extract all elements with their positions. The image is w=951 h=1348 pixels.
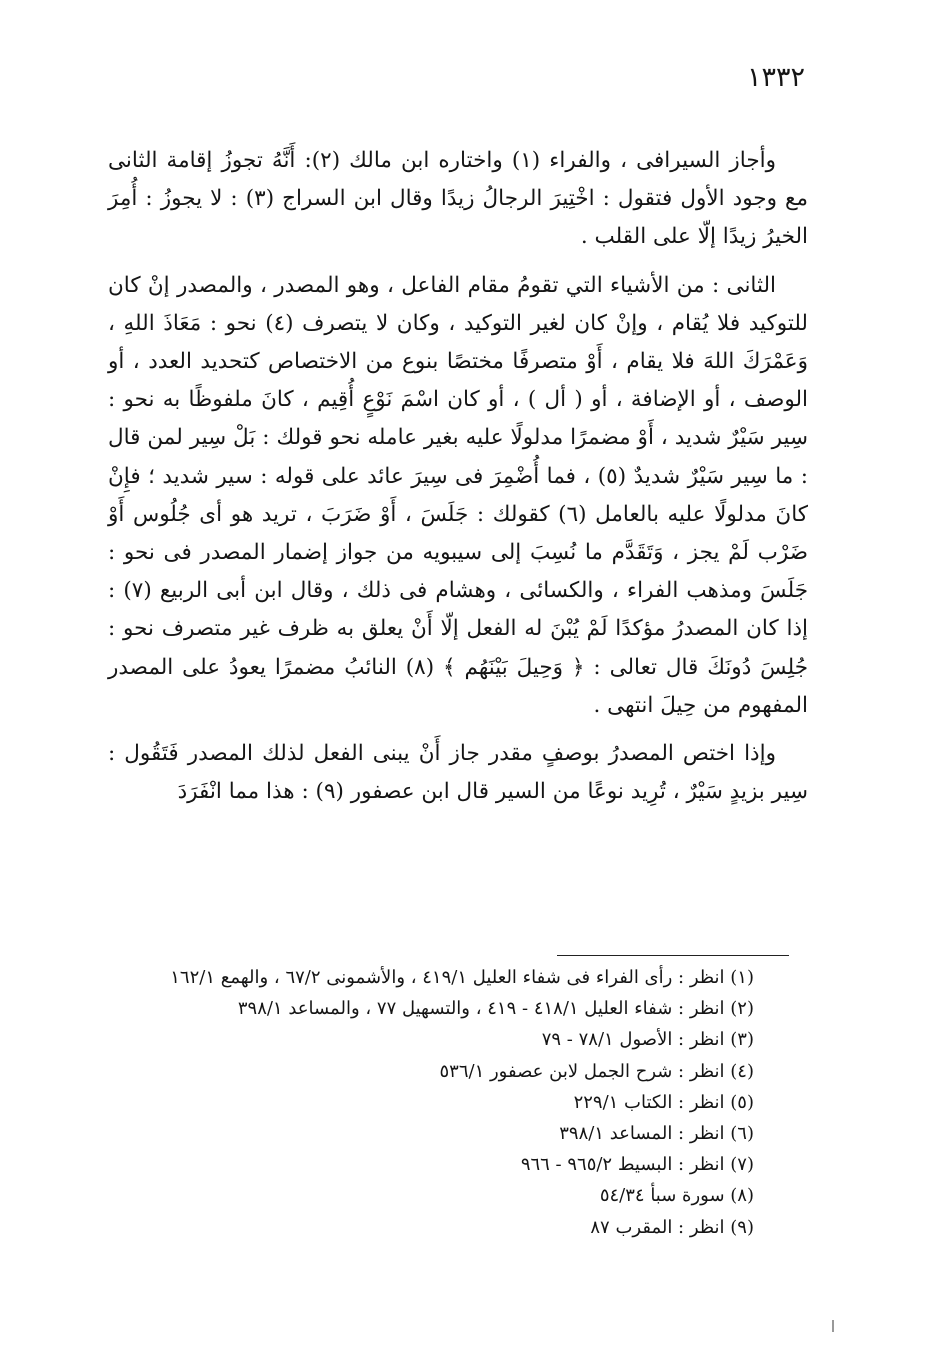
footnote: (٦) انظر : المساعد ٣٩٨/١ [559,1123,754,1145]
paragraph: الثانى : من الأشياء التي تقومُ مقام الفاعل ، وهو المصدر ، والمصدر إنْ كان للتوكيد فلا يُقام ، وإنْ كان لغير التوكيد ، وكان لا يتصرف (٤) نحو : مَعَاذَ اللهِ ، وَعَمْرَكَ اللهَ فلا يقام ، أَوْ متصرفًا مختصًا بنوع من الاختصاص كتحديد العدد ، أو الوصف ، أو الإضافة ، أو ( أل ) ، أو كان اسْمَ نَوْعٍ أُقِيم ، كانَ ملفوظًا به نحو : سِير سَيْرٌ شديد ، أَوْ مضمرًا مدلولًا عليه بغير عامله نحو قولك : بَلْ سِير لمن قال : ما سِير سَيْرٌ شديدٌ (٥) ، فما أُضْمِرَ فى سِيرَ عائد على قوله : سير شديد ؛ فإِنْ كانَ مدلولًا عليه بالعامل (٦) كقولك : جَلَسَ ، أَوْ ضَرَبَ ، تريد هو أى جُلُوس أَوْ ضَرْب لَمْ يجز ، وَتَقَدَّم ما نُسِبَ إلى سيبويه من جواز إضمار المصدر فى نحو : جَلَسَ ومذهب الفراء ، والكسائى ، وهشام فى ذلك ، وقال ابن أبى الربيع (٧) : إذا كان المصدرُ مؤكدًا لَمْ يُبْنَ له الفعل إلّا أَنْ يعلق به ظرف غير متصرف نحو : جُلِسَ دُونَكَ قال تعالى : ﴿ وَحِيلَ بَيْنَهُم ﴾ (٨) النائبُ مضمرًا يعودُ على المصدر المفهوم من حِيلَ انتهى . [108,272,809,718]
footnote: (١) انظر : رأى الفراء فى شفاء العليل ٤١٩/١ ، والأشمونى ٦٧/٢ ، والهمع ١٦٢/١ [170,967,754,988]
footnotes-list [100,962,754,1243]
footnote: (٤) انظر : شرح الجمل لابن عصفور ٥٣٦/١ [439,1060,754,1082]
footnote: (٧) انظر : البسيط ٩٦٥/٢ - ٩٦٦ [520,1154,754,1176]
footnote: (٩) انظر : المقرب ٨٧ [590,1216,754,1238]
footnote: (٨) سورة سبأ ٥٤/٣٤ [599,1185,754,1207]
main-text [108,142,808,811]
paragraph: وأجاز السيرافى ، والفراء (١) واختاره ابن مالك (٢): أَنَّهُ تجوزُ إقامة الثانى مع وجود الأول فتقول : اخْتِيرَ الرجالُ زيدًا وقال ابن السراج (٣) : لا يجوزُ : أُمِرَ الخيرُ زيدًا إلّا على القلب . [108,148,808,250]
scan-speck [832,1320,834,1332]
footnote: (٥) انظر : الكتاب ٢٢٩/١ [573,1091,754,1113]
page-number: ١٣٣٢ [746,62,805,93]
footnote: (٣) انظر : الأصول ٧٨/١ - ٧٩ [541,1029,754,1051]
footnote-separator [557,955,789,956]
paragraph: وإذا اختص المصدرُ بوصفٍ مقدر جاز أَنْ يبنى الفعل لذلك المصدر فَتَقُول : سِير بزيدٍ سَيْرٌ ، تُرِيد نوعًا من السير قال ابن عصفور (٩) : هذا مما انْفَرَدَ [108,741,808,805]
footnote: (٢) انظر : شفاء العليل ٤١٨/١ - ٤١٩ ، والتسهيل ٧٧ ، والمساعد ٣٩٨/١ [237,998,754,1020]
